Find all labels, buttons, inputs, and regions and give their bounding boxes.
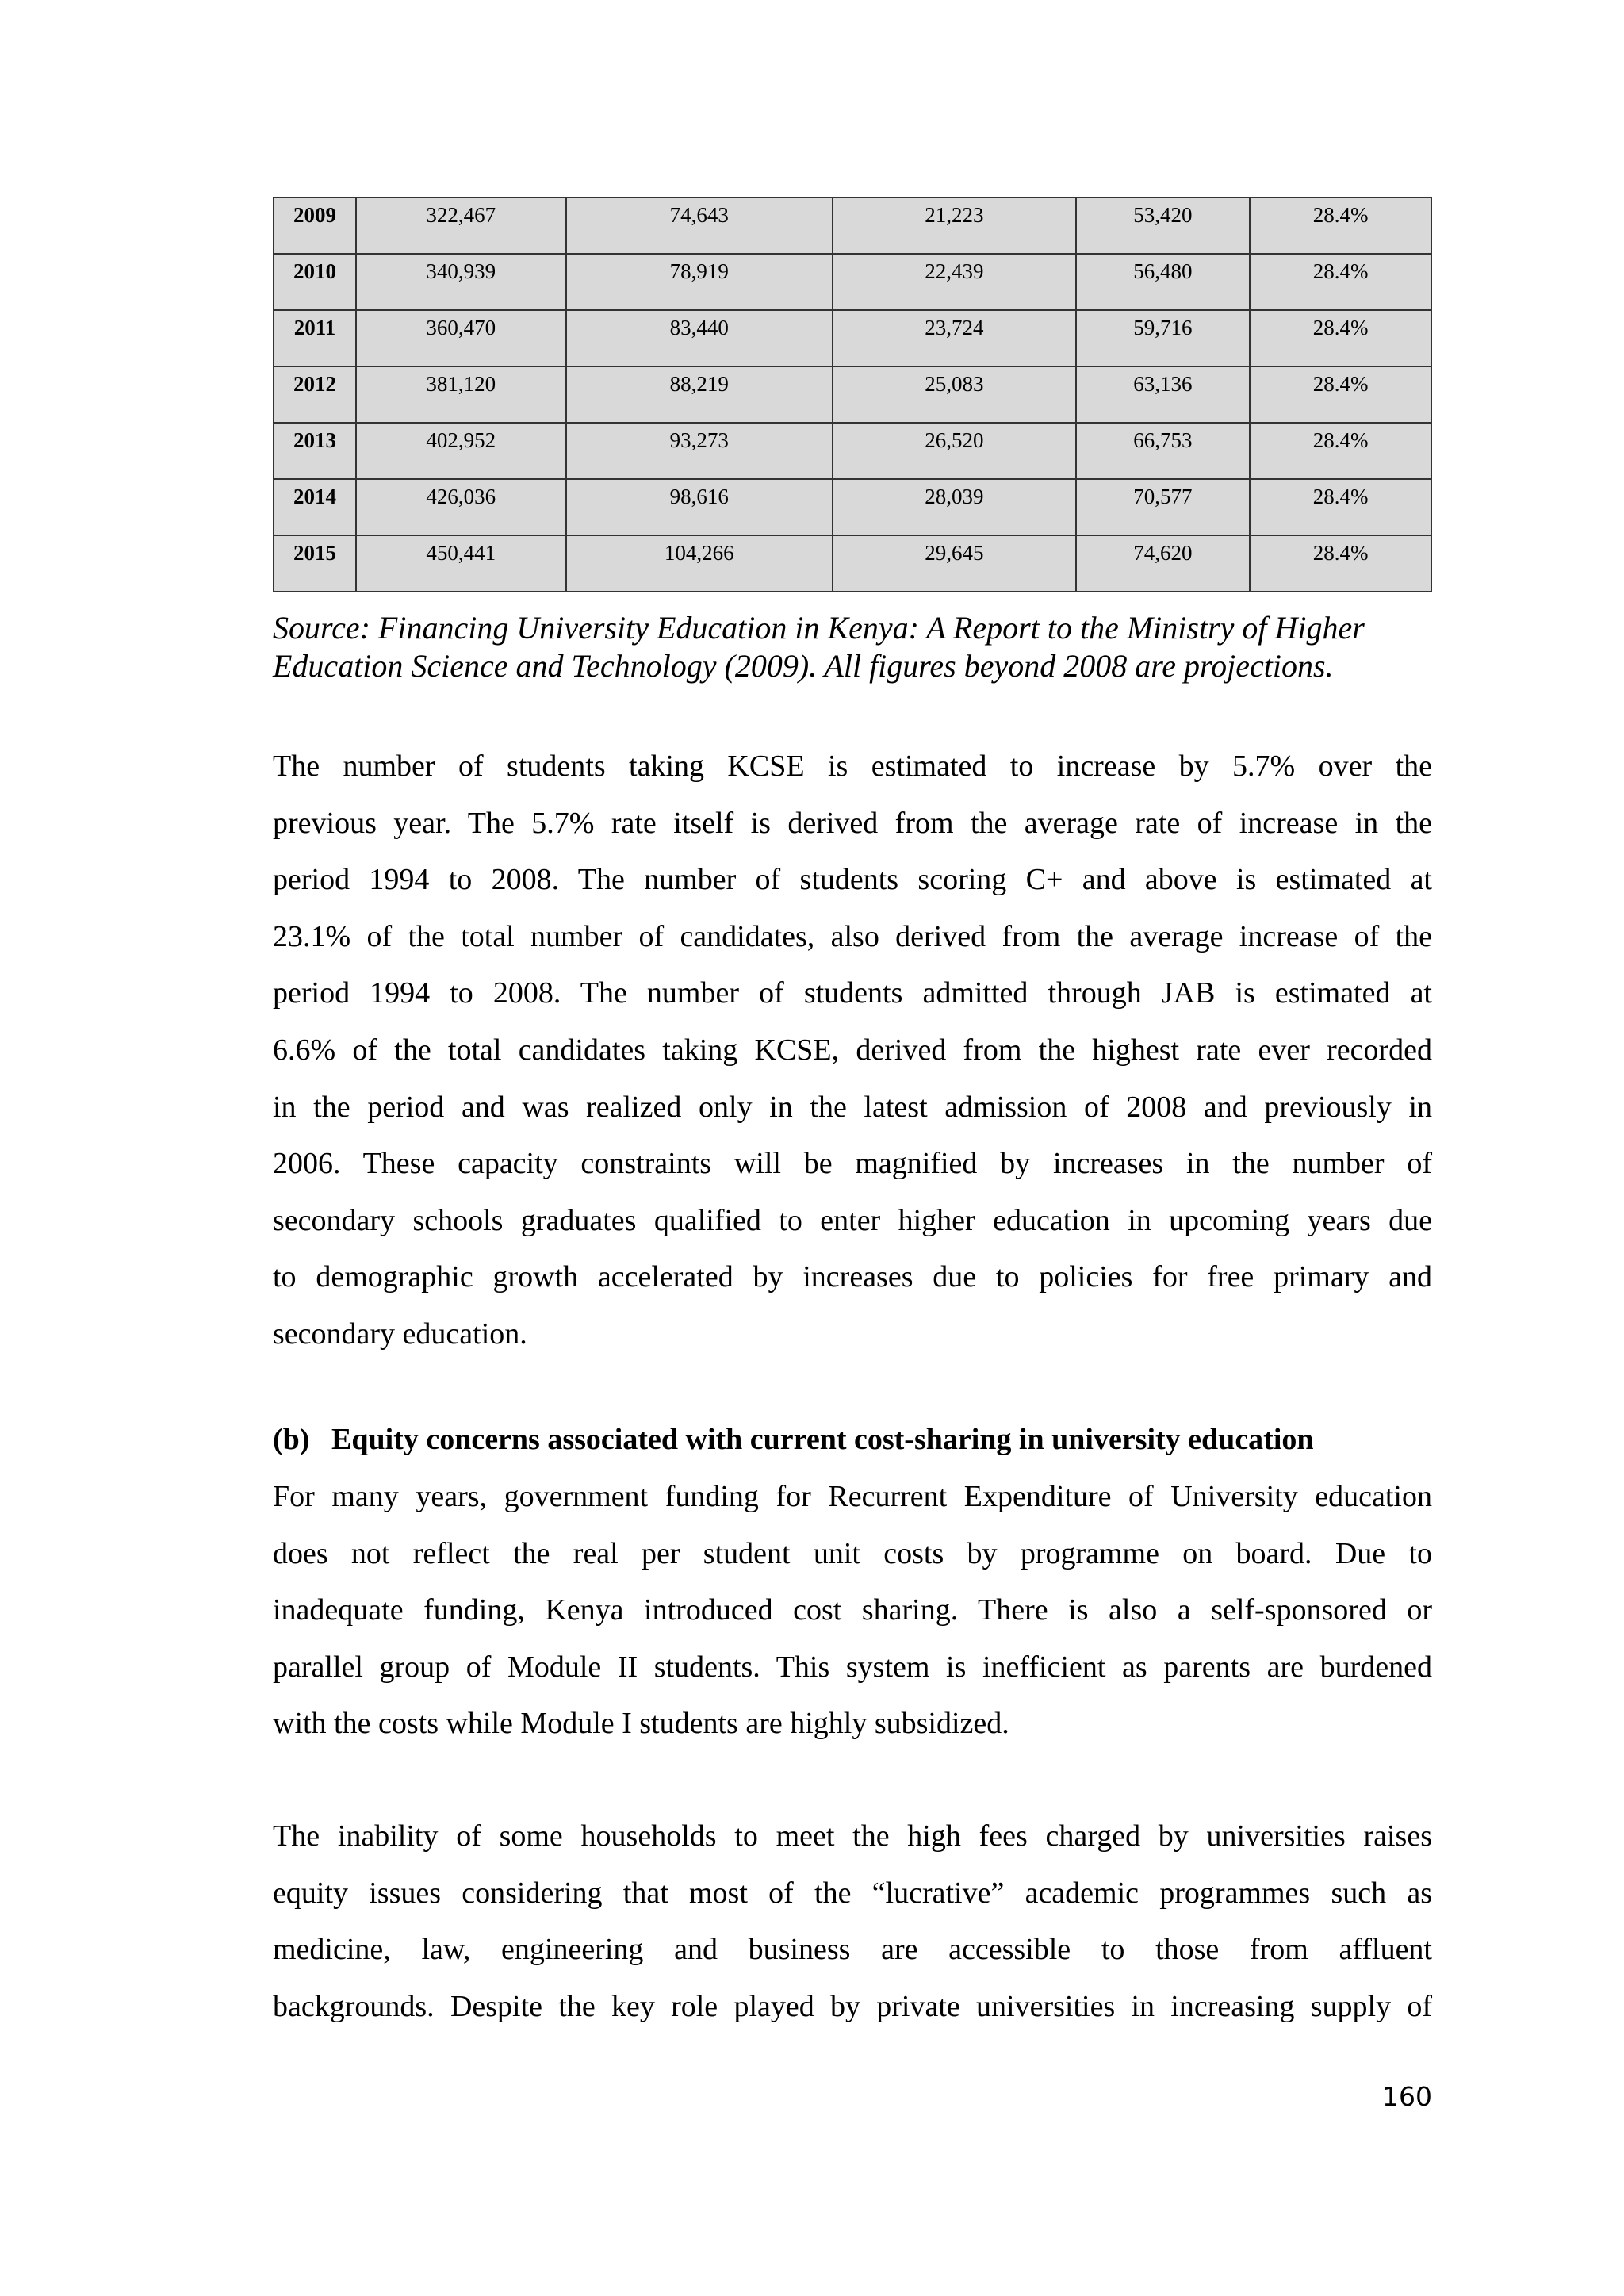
paragraph-line: For many years, government funding for Recurrent Expenditure of University education xyxy=(273,1480,1432,1513)
paragraph-line: period 1994 to 2008. The number of students scoring C+ and above is estimated at xyxy=(273,863,1432,897)
table-row xyxy=(274,479,1431,535)
table-row xyxy=(274,197,1431,254)
section-heading-text: Equity concerns associated with current cost-sharing in university education xyxy=(331,1423,1314,1456)
table-cell-year: 2015 xyxy=(274,535,356,592)
paragraph-line: previous year. The 5.7% rate itself is derived from the average rate of increase in the xyxy=(273,806,1432,840)
paragraph-government-funding xyxy=(273,1469,1432,1753)
table-cell: 28,039 xyxy=(833,479,1076,535)
table-row xyxy=(274,310,1431,366)
table-cell: 28.4% xyxy=(1250,423,1431,479)
paragraph-line: with the costs while Module I students are highly subsidized. xyxy=(273,1707,1009,1741)
table-cell: 28.4% xyxy=(1250,479,1431,535)
table-source-note xyxy=(273,609,1432,685)
table-cell: 74,643 xyxy=(566,197,833,254)
paragraph-line: 6.6% of the total candidates taking KCSE, derived from the highest rate ever recorded xyxy=(273,1033,1432,1067)
paragraph-line: secondary education. xyxy=(273,1317,527,1351)
table-cell: 381,120 xyxy=(356,366,566,423)
table-cell: 23,724 xyxy=(833,310,1076,366)
table-cell: 25,083 xyxy=(833,366,1076,423)
table-cell: 29,645 xyxy=(833,535,1076,592)
table-cell: 28.4% xyxy=(1250,197,1431,254)
table-cell: 98,616 xyxy=(566,479,833,535)
table-cell: 53,420 xyxy=(1076,197,1251,254)
table-cell: 28.4% xyxy=(1250,535,1431,592)
table-cell: 104,266 xyxy=(566,535,833,592)
table-row xyxy=(274,366,1431,423)
table-row xyxy=(274,254,1431,310)
table-cell: 22,439 xyxy=(833,254,1076,310)
table-cell: 66,753 xyxy=(1076,423,1251,479)
table-cell-year: 2010 xyxy=(274,254,356,310)
table-cell: 28.4% xyxy=(1250,366,1431,423)
table-cell-year: 2009 xyxy=(274,197,356,254)
table-cell: 56,480 xyxy=(1076,254,1251,310)
table-cell-year: 2014 xyxy=(274,479,356,535)
paragraph-line: period 1994 to 2008. The number of students admitted through JAB is estimated at xyxy=(273,976,1432,1010)
table-cell-year: 2013 xyxy=(274,423,356,479)
table-cell: 340,939 xyxy=(356,254,566,310)
table-cell: 70,577 xyxy=(1076,479,1251,535)
table-cell: 74,620 xyxy=(1076,535,1251,592)
paragraph-line: secondary schools graduates qualified to enter higher education in upcoming years due xyxy=(273,1203,1432,1237)
table-cell: 426,036 xyxy=(356,479,566,535)
section-heading-marker: (b) xyxy=(273,1423,310,1456)
table-body xyxy=(274,197,1431,592)
paragraph-line: in the period and was realized only in the latest admission of 2008 and previously in xyxy=(273,1090,1432,1124)
enrollment-projection-table xyxy=(273,197,1432,592)
paragraph-household-fees xyxy=(273,1808,1432,2035)
source-note-line-1: Source: Financing University Education in Kenya: A Report to the Ministry of Higher xyxy=(273,610,1365,646)
table-cell: 28.4% xyxy=(1250,254,1431,310)
paragraph-line: The inability of some households to meet the high fees charged by universities raises xyxy=(273,1819,1432,1853)
table-cell: 322,467 xyxy=(356,197,566,254)
table-cell: 360,470 xyxy=(356,310,566,366)
table-cell-year: 2011 xyxy=(274,310,356,366)
paragraph-line: equity issues considering that most of the “lucrative” academic programmes such as xyxy=(273,1876,1432,1910)
paragraph-line: The number of students taking KCSE is estimated to increase by 5.7% over the xyxy=(273,749,1432,783)
paragraph-line: medicine, law, engineering and business are accessible to those from affluent xyxy=(273,1933,1432,1967)
table-cell: 26,520 xyxy=(833,423,1076,479)
table-cell: 450,441 xyxy=(356,535,566,592)
table-cell-year: 2012 xyxy=(274,366,356,423)
table-cell: 83,440 xyxy=(566,310,833,366)
paragraph-line: does not reflect the real per student unit costs by programme on board. Due to xyxy=(273,1536,1432,1570)
table-row xyxy=(274,423,1431,479)
source-note-line-2: Education Science and Technology (2009). All figures beyond 2008 are projections. xyxy=(273,648,1334,684)
table-row xyxy=(274,535,1431,592)
table-cell: 402,952 xyxy=(356,423,566,479)
page-number: 160 xyxy=(1382,2081,1432,2112)
table-cell: 63,136 xyxy=(1076,366,1251,423)
paragraph-line: parallel group of Module II students. This system is inefficient as parents are burdened xyxy=(273,1650,1432,1684)
table-cell: 59,716 xyxy=(1076,310,1251,366)
paragraph-line: 2006. These capacity constraints will be magnified by increases in the number of xyxy=(273,1147,1432,1181)
paragraph-kcse-projections xyxy=(273,738,1432,1363)
paragraph-line: 23.1% of the total number of candidates, also derived from the average increase of the xyxy=(273,919,1432,953)
paragraph-line: to demographic growth accelerated by increases due to policies for free primary and xyxy=(273,1260,1432,1294)
table-cell: 78,919 xyxy=(566,254,833,310)
paragraph-line: inadequate funding, Kenya introduced cost sharing. There is also a self-sponsored or xyxy=(273,1593,1432,1627)
paragraph-line: backgrounds. Despite the key role played by private universities in increasing supply of xyxy=(273,1989,1432,2023)
section-heading-equity-concerns xyxy=(273,1412,1432,1469)
table-cell: 88,219 xyxy=(566,366,833,423)
table-cell: 21,223 xyxy=(833,197,1076,254)
table-cell: 28.4% xyxy=(1250,310,1431,366)
table-cell: 93,273 xyxy=(566,423,833,479)
